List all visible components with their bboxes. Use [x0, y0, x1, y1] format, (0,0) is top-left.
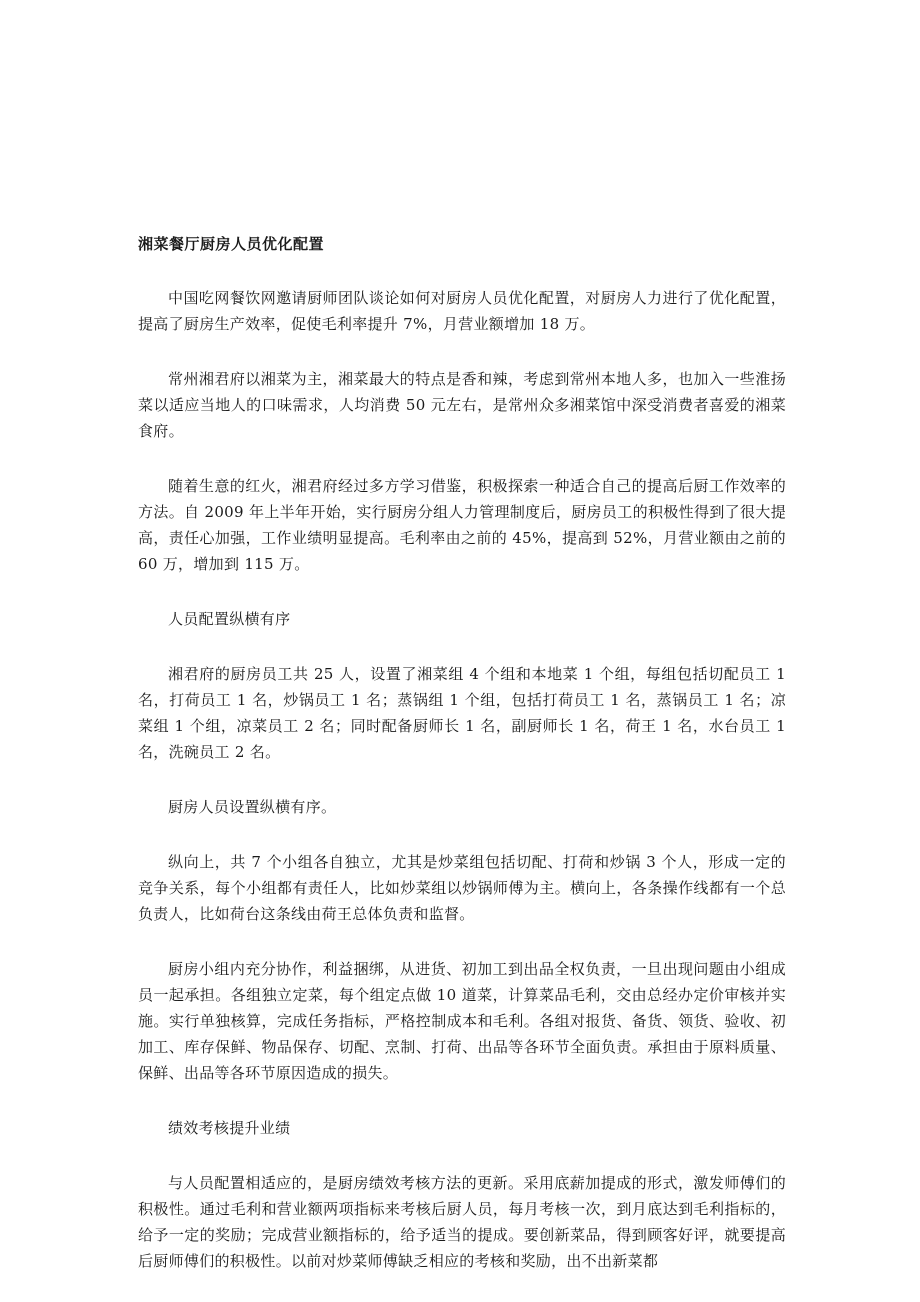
section-heading-performance: 绩效考核提升业绩: [168, 1119, 291, 1137]
document-page: [138, 232, 786, 1274]
document-title: 湘菜餐厅厨房人员优化配置: [138, 235, 325, 253]
paragraph-vertical-horizontal: 纵向上，共 7 个小组各自独立，尤其是炒菜组包括切配、打荷和炒锅 3 个人，形成一定的竞争关系，每个小组都有责任人，比如炒菜组以炒锅师傅为主。横向上，各条操作线都有一个总负责人，比如荷台这条线由荷王总体负责和监督。: [138, 853, 786, 923]
paragraph-performance-results: 随着生意的红火，湘君府经过多方学习借鉴，积极探索一种适合自己的提高后厨工作效率的方法。自 2009 年上半年开始，实行厨房分组人力管理制度后，厨房员工的积极性得到了很大提高，责任心加强，工作业绩明显提高。毛利率由之前的 45%，提高到 52%，月营业额由之前的 60 万，增加到 115 万。: [138, 477, 786, 573]
paragraph-team-cooperation: 厨房小组内充分协作，利益捆绑，从进货、初加工到出品全权负责，一旦出现问题由小组成员一起承担。各组独立定菜，每个组定点做 10 道菜，计算菜品毛利，交由总经办定价审核并实施。实行单独核算，完成任务指标，严格控制成本和毛利。各组对报货、备货、领货、验收、初加工、库存保鲜、物品保存、切配、烹制、打荷、出品等各环节全面负责。承担由于原料质量、保鲜、出品等各环节原因造成的损失。: [138, 960, 786, 1082]
paragraph-staff-composition: 湘君府的厨房员工共 25 人，设置了湘菜组 4 个组和本地菜 1 个组，每组包括切配员工 1 名，打荷员工 1 名，炒锅员工 1 名；蒸锅组 1 个组，包括打荷员工 1 名，蒸锅员工 1 名；凉菜组 1 个组，凉菜员工 2 名；同时配备厨师长 1 名，副厨师长 1 名，荷王 1 名，水台员工 1 名，洗碗员工 2 名。: [138, 665, 786, 761]
paragraph-restaurant-profile: 常州湘君府以湘菜为主，湘菜最大的特点是香和辣，考虑到常州本地人多，也加入一些淮扬菜以适应当地人的口味需求，人均消费 50 元左右，是常州众多湘菜馆中深受消费者喜爱的湘菜食府。: [138, 370, 786, 440]
section-heading-staffing: 人员配置纵横有序: [168, 610, 291, 628]
paragraph-intro: 中国吃网餐饮网邀请厨师团队谈论如何对厨房人员优化配置，对厨房人力进行了优化配置，提高了厨房生产效率，促使毛利率提升 7%，月营业额增加 18 万。: [138, 289, 786, 333]
paragraph-performance-evaluation: 与人员配置相适应的，是厨房绩效考核方法的更新。采用底薪加提成的形式，激发师傅们的积极性。通过毛利和营业额两项指标来考核后厨人员，每月考核一次，到月底达到毛利指标的，给予一定的奖励；完成营业额指标的，给予适当的提成。要创新菜品，得到顾客好评，就要提高后厨师傅们的积极性。以前对炒菜师傅缺乏相应的考核和奖励，出不出新菜都: [138, 1174, 786, 1270]
paragraph-staff-setup-summary: 厨房人员设置纵横有序。: [168, 798, 337, 816]
